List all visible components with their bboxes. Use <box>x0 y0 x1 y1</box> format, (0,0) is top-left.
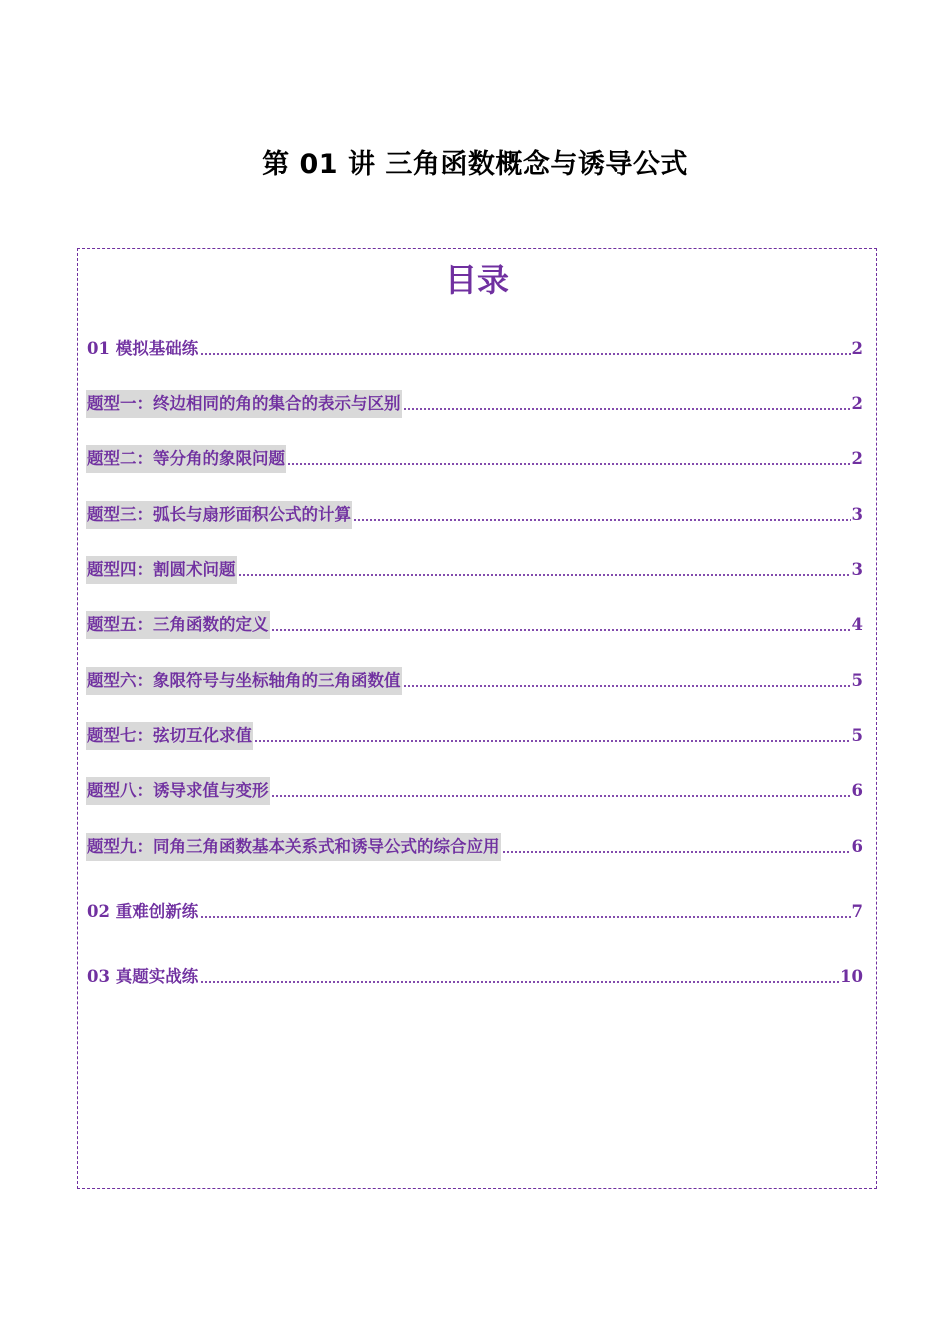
toc-entry-page: 2 <box>851 339 863 358</box>
toc-entry-type-6[interactable] <box>86 667 863 695</box>
toc-entry-label: 01 模拟基础练 <box>87 339 199 358</box>
toc-entry-page: 6 <box>851 781 863 800</box>
toc-entry-page: 7 <box>851 902 863 921</box>
toc-entry-page: 5 <box>851 726 863 745</box>
toc-heading: 目录 <box>444 261 509 299</box>
toc-entry-label: 题型六：象限符号与坐标轴角的三角函数值 <box>86 667 402 695</box>
toc-entry-label: 题型九：同角三角函数基本关系式和诱导公式的综合应用 <box>86 833 501 861</box>
toc-dot-leader <box>271 790 851 798</box>
toc-entry-type-8[interactable] <box>86 777 863 805</box>
page-title: 第 01 讲 三角函数概念与诱导公式 <box>262 149 688 180</box>
toc-entry-type-9[interactable] <box>86 833 863 861</box>
toc-entry-label: 03 真题实战练 <box>87 967 199 986</box>
table-of-contents <box>77 248 877 1189</box>
toc-dot-leader <box>254 735 851 743</box>
toc-entry-label: 题型七：弦切互化求值 <box>86 722 253 750</box>
toc-entry-page: 4 <box>851 615 863 634</box>
toc-entry-page: 6 <box>851 837 863 856</box>
toc-entry-difficult-innovation[interactable] <box>86 898 863 926</box>
toc-entry-type-2[interactable] <box>86 445 863 473</box>
toc-entry-label: 题型三：弧长与扇形面积公式的计算 <box>86 501 352 529</box>
toc-dot-leader <box>287 458 851 466</box>
toc-entry-type-1[interactable] <box>86 390 863 418</box>
toc-entry-page: 10 <box>840 967 863 986</box>
toc-dot-leader <box>353 514 851 522</box>
toc-entry-type-5[interactable] <box>86 611 863 639</box>
toc-entry-simulation-basic[interactable] <box>86 335 863 363</box>
toc-dot-leader <box>502 846 851 854</box>
toc-entry-page: 5 <box>851 671 863 690</box>
toc-dot-leader <box>403 403 851 411</box>
toc-dot-leader <box>238 569 851 577</box>
toc-entry-label: 02 重难创新练 <box>87 902 199 921</box>
toc-dot-leader <box>200 911 850 919</box>
toc-entry-page: 2 <box>851 394 863 413</box>
toc-entry-label: 题型二：等分角的象限问题 <box>86 445 286 473</box>
toc-entry-page: 3 <box>851 505 863 524</box>
toc-dot-leader <box>200 348 850 356</box>
toc-entry-page: 2 <box>851 449 863 468</box>
toc-dot-leader <box>271 624 851 632</box>
toc-entry-label: 题型五：三角函数的定义 <box>86 611 270 639</box>
toc-entry-real-exam[interactable] <box>86 963 863 991</box>
toc-dot-leader <box>403 680 851 688</box>
toc-dot-leader <box>200 976 839 984</box>
toc-entry-type-3[interactable] <box>86 501 863 529</box>
toc-entry-type-7[interactable] <box>86 722 863 750</box>
toc-entry-page: 3 <box>851 560 863 579</box>
toc-entry-type-4[interactable] <box>86 556 863 584</box>
toc-entry-label: 题型一：终边相同的角的集合的表示与区别 <box>86 390 402 418</box>
toc-entry-label: 题型八：诱导求值与变形 <box>86 777 270 805</box>
toc-entry-label: 题型四：割圆术问题 <box>86 556 237 584</box>
